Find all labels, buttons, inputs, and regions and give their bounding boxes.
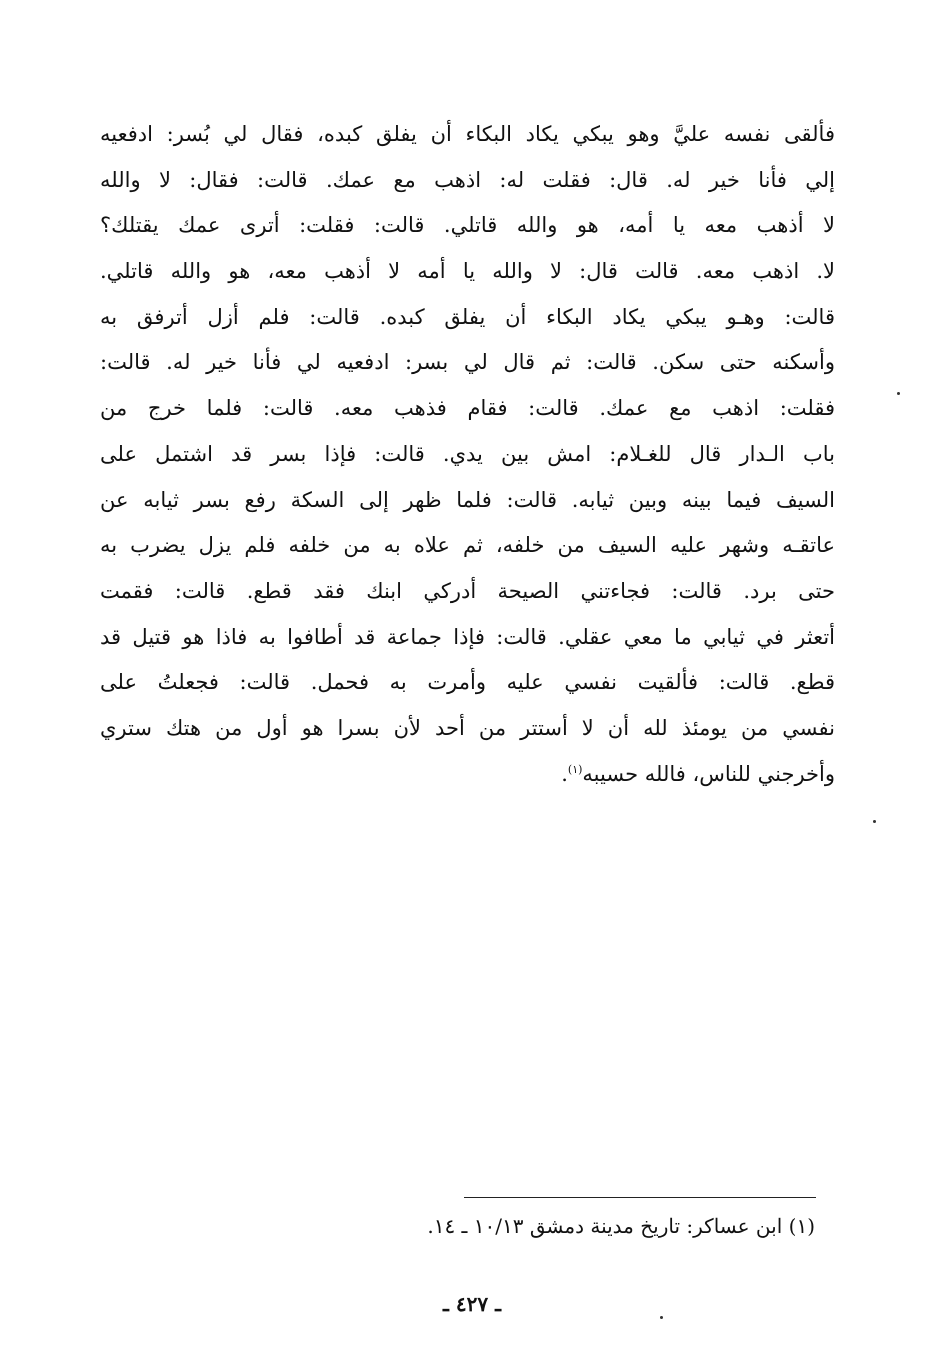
text-line: لا أذهب معه يا أمه، هو والله قاتلي. قالت: فقلت: أترى عمك يقتلك؟: [100, 213, 835, 238]
text-line: نفسي من يومئذ لله أن لا أستتر من أحد لأن بسرا هو أول من هتك ستري: [100, 715, 835, 740]
scan-speck: [897, 392, 900, 395]
main-text-block: [100, 112, 835, 797]
footnote-separator: [464, 1197, 816, 1198]
last-line-text: وأخرجني للناس، فالله حسيبه: [582, 761, 835, 786]
text-line: حتى برد. قالت: فجاءتني الصيحة أدركي ابنك فقد قطع. قالت: فقمت: [100, 578, 835, 603]
text-line: فقلت: اذهب مع عمك. قالت: فقام فذهب معه. قالت: فلما خرج من: [100, 396, 835, 421]
text-line: عاتقـه وشهر عليه السيف من خلفه، ثم علاه به من خلفه فلم يزل يضرب به: [100, 533, 835, 558]
text-line: باب الـدار قال للغـلام: امش بين يدي. قالت: فإذا بسر قد اشتمل على: [100, 441, 835, 466]
text-line: قالت: وهـو يبكي يكاد البكاء أن يفلق كبده. قالت: فلم أزل أترفق به: [100, 304, 835, 329]
page-number: ـ ٤٢٧ ـ: [443, 1292, 501, 1316]
scan-speck: [873, 820, 876, 823]
text-line: وأسكنه حتى سكن. قالت: ثم قال لي بسر: ادفعيه لي فأنا خير له. قالت:: [100, 350, 835, 375]
text-line-last: [100, 752, 835, 798]
footnote: (١) ابن عساكر: تاريخ مدينة دمشق ١٠/١٣ ـ ١٤.: [427, 1214, 815, 1238]
text-line: السيف فيما بينه وبين ثيابه. قالت: فلما ظهر إلى السكة رفع بسر ثيابه عن: [100, 487, 835, 512]
text-line: قطع. قالت: فألقيت نفسي عليه وأمرت به فحمل. قالت: فجعلتُ على: [100, 670, 835, 695]
text-line: أتعثر في ثيابي ما معي عقلي. قالت: فإذا جماعة قد أطافوا به فاذا هو قتيل قد: [100, 624, 835, 649]
text-line: إلي فأنا خير له. قال: فقلت له: اذهب مع عمك. قالت: فقال: لا والله: [100, 167, 835, 192]
last-line-period: .: [561, 761, 568, 786]
footnote-marker[interactable]: (١): [567, 762, 583, 776]
text-line: فألقى نفسه عليَّ وهو يبكي يكاد البكاء أن يفلق كبده، فقال لي بُسر: ادفعيه: [100, 122, 835, 146]
text-line: لا. اذهب معه. قالت قال: لا والله يا أمه لا أذهب معه، هو والله قاتلي.: [100, 259, 835, 284]
scan-speck: [660, 1316, 663, 1319]
